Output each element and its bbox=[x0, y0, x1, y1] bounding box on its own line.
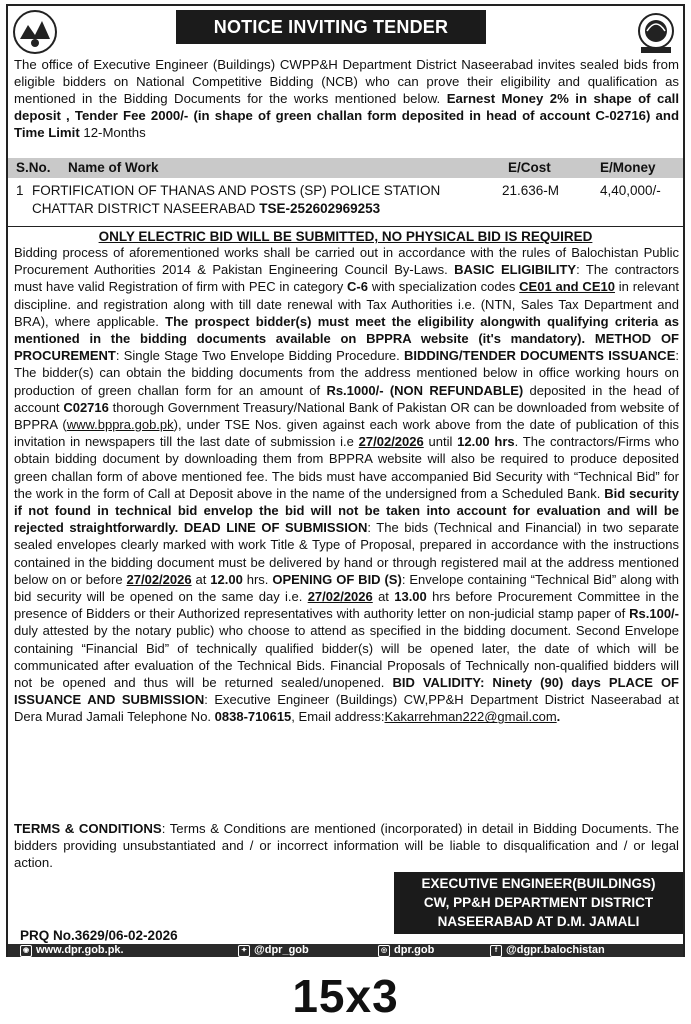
terms-text: : Terms & Conditions are mentioned (incorporated) in detail in Bidding Documents. The bidders providing unsubstantiated and / or incorrect information will be liable to disqualification and / or legal action. bbox=[14, 821, 680, 870]
body-text: : Executive Engineer (Buildings) CW,PP&H Department District Naseerabad at Dera Murad Jamali Telephone No. bbox=[14, 692, 679, 725]
intro-text: The office of Executive Engineer (Buildings) CWPP&H Department District Naseerabad invites sealed bids from eligible bidders on National Competitive Bidding (NCB) who can prove their eligibility and qualification as mentioned in the Bidding Documents for the works mentioned below. bbox=[14, 57, 679, 106]
body-text: at bbox=[372, 589, 389, 605]
table-row bbox=[8, 182, 683, 222]
footer-website-text: www.dpr.gob.pk. bbox=[36, 944, 124, 956]
tse-number: TSE-252602969253 bbox=[259, 201, 381, 216]
body-text: in relevant discipline. and registration along with till date renewal with Tax Authorities i.e. (NTN, Sales Tax Department and BRA), where applicable. bbox=[14, 279, 679, 329]
body-text: , Email address: bbox=[291, 709, 385, 725]
row-work-name bbox=[32, 182, 482, 218]
body-text: hrs before Procurement Committee in the presence of Bidders or their Authorized representatives with authority letter on non-judicial stamp paper of bbox=[14, 589, 679, 622]
telephone-number: 0838-710615 bbox=[214, 709, 292, 725]
opening-label: OPENING OF BID (S) bbox=[272, 571, 402, 587]
body-text: thorough Government Treasury/National Bank of Pakistan OR can be downloaded from website of BPPRA ( bbox=[14, 399, 679, 433]
document-fee: Rs.1000/- (NON REFUNDABLE) bbox=[326, 382, 524, 398]
deadline-label: DEAD LINE OF SUBMISSION bbox=[183, 520, 368, 536]
opening-time: 13.00 bbox=[394, 589, 427, 605]
bid-security-text: Bid security if not found in technical bid envelop the bid will not be taken into account for evaluation and will be rejected straightforwardly. bbox=[14, 485, 679, 536]
notice-header bbox=[8, 6, 683, 58]
government-emblem-icon bbox=[12, 9, 58, 55]
footer-twitter-text: @dpr_gob bbox=[254, 944, 309, 956]
submission-date: 27/02/2026 bbox=[358, 434, 424, 450]
body-text: with specialization codes bbox=[368, 279, 516, 295]
method-label: METHOD OF PROCUREMENT bbox=[14, 331, 679, 364]
body-text: : Envelope containing “Technical Bid” along with bid security will be opened on the same day i.e. bbox=[14, 571, 679, 605]
account-code: C02716 bbox=[63, 399, 109, 415]
body-text: duly attested by the notary public) who choose to attend as specified in the bidding document. Second Envelope containing “Financial Bid” of technically qualified bidder(s) will be opened later, the date of which will be communicated after evaluation of the Technical Bids. Financial Proposals of Technically non-qualified bidders will not be opened and thus will be returned sealed/unopened. bbox=[14, 623, 679, 691]
prospect-bidder-text: The prospect bidder(s) must meet the eligibility alongwith qualifying criteria as mentioned in the bidding documents available on BPPRA website (it's mandatory). bbox=[14, 313, 679, 347]
terms-paragraph bbox=[14, 820, 679, 871]
body-text: ), under TSE Nos. given against each work above from the date of publication of this invitation in newspapers till the last date of submission i.e bbox=[14, 417, 679, 450]
body-text: : The bids (Technical and Financial) in two separate sealed envelopes clearly marked with work Title & Type of Proposal, prepared in accordance with the instructions contained in the bidding document must be delivered by hand or through registered mail at the address mentioned below on or before bbox=[14, 520, 679, 587]
footer-facebook-text: @dgpr.balochistan bbox=[506, 944, 605, 956]
deadline-time: 12.00 bbox=[210, 571, 243, 587]
basic-eligibility-label: BASIC ELIGIBILITY bbox=[454, 262, 577, 278]
col-money: E/Money bbox=[600, 160, 656, 175]
electronic-bid-notice: ONLY ELECTRIC BID WILL BE SUBMITTED, NO PHYSICAL BID IS REQUIRED bbox=[98, 229, 593, 244]
footer-twitter[interactable] bbox=[238, 944, 309, 957]
bid-validity-text: BID VALIDITY: Ninety (90) days PLACE OF ISSUANCE AND SUBMISSION bbox=[14, 675, 679, 708]
work-name-text: FORTIFICATION OF THANAS AND POSTS (SP) POLICE STATION CHATTAR DISTRICT NASEERABAD bbox=[32, 183, 441, 216]
notice-title: NOTICE INVITING TENDER bbox=[176, 10, 486, 44]
category-code: C-6 bbox=[347, 279, 368, 295]
terms-label: TERMS & CONDITIONS bbox=[14, 821, 162, 836]
twitter-icon: ✦ bbox=[238, 945, 250, 957]
signature-line: EXECUTIVE ENGINEER(BUILDINGS) bbox=[421, 876, 656, 891]
email-link[interactable]: Kakarrehman222@gmail.com bbox=[384, 709, 557, 725]
body-text: until bbox=[423, 434, 453, 450]
intro-paragraph bbox=[14, 56, 679, 141]
signature-block bbox=[394, 872, 683, 934]
specialization-codes: CE01 and CE10 bbox=[519, 279, 615, 295]
body-text: at bbox=[191, 571, 207, 587]
footer-instagram-text: dpr.gob bbox=[394, 944, 435, 956]
ad-size-label: 15x3 bbox=[292, 970, 399, 1022]
department-emblem-icon bbox=[633, 9, 679, 55]
footer-bar bbox=[8, 944, 683, 957]
bppra-link[interactable]: www.bppra.gob.pk bbox=[66, 417, 174, 433]
row-cost: 21.636-M bbox=[502, 183, 560, 198]
col-sno: S.No. bbox=[16, 160, 51, 175]
instagram-icon: ◎ bbox=[378, 945, 390, 957]
submission-time: 12.00 hrs bbox=[457, 434, 515, 450]
globe-icon: ◉ bbox=[20, 945, 32, 957]
deadline-date: 27/02/2026 bbox=[126, 571, 192, 587]
divider bbox=[8, 226, 683, 227]
signature-line: NASEERABAD AT D.M. JAMALI bbox=[437, 914, 640, 929]
tender-body: Bidding process of aforementioned works shall be carried out in accordance with the rules of Balochistan Public Procurement Authorities 2014 & Pakistan Engineering Council By-Laws. BASIC ELIGIBILITY: The contractors must have valid Registration of firm with PEC in category C-6 with specialization codes CE01 and CE10 in relevant discipline. and registration along with till date renewal with Tax Authorities i.e. (NTN, Sales Tax Department and BRA), where applicable. The prospect bidder(s) must meet the eligibility alongwith qualifying criteria as mentioned in the bidding documents available on BPPRA website (it's mandatory). METHOD OF PROCUREMENT: Single Stage Two Envelope Bidding Procedure. BIDDING/TENDER DOCUMENTS ISSUANCE: The bidder(s) can obtain the bidding documents from the address mentioned below in office working hours on production of green challan form for an amount of Rs.1000/- (NON REFUNDABLE) deposited in the head of account C02716 thorough Government Treasury/National Bank of Pakistan OR can be downloaded from website of BPPRA (www.bppra.gob.pk), under TSE Nos. given against each work above from the date of publication of this invitation in newspapers till the last date of submission i.e 27/02/2026 until 12.00 hrs. The contractors/Firms who obtain bidding document by downloading them from BPPRA website will also be required to produce deposited green challan form of above mentioned fee. The bids must have accompanied Bid Security with “Technical Bid” for the work in the form of Call at Deposit above in the name of the undersigned from a Scheduled Bank. Bid security if not found in technical bid envelop the bid will not be taken into account for evaluation and will be rejected straightforwardly. DEAD LINE OF SUBMISSION: The bids (Technical and Financial) in two separate sealed envelopes clearly marked with work Title & Type of Proposal, prepared in accordance with the instructions contained in the bidding document must be delivered by hand or through registered mail at the address mentioned below on or before 27/02/2026 at 12.00 hrs. OPENING OF BID (S): Envelope containing “Technical Bid” along with bid security will be opened on the same day i.e. 27/02/2026 at 13.00 hrs before Procurement Committee in the presence of Bidders or their Authorized representatives with authority letter on non-judicial stamp paper of Rs.100/- duly attested by the notary public) who choose to attend as specified in the bidding document. Second Envelope containing “Financial Bid” of technically qualified bidder(s) will be opened later, the date of which will be communicated after evaluation of the Technical Bids. Financial Proposals of Technically non-qualified bidders will not be opened and thus will be returned sealed/unopened. BID VALIDITY: Ninety (90) days PLACE OF ISSUANCE AND SUBMISSION: Executive Engineer (Buildings) CW,PP&H Department District Naseerabad at Dera Murad Jamali Telephone No. 0838-710615, Email address:Kakarrehman222@gmail.com. bbox=[14, 245, 680, 725]
col-cost: E/Cost bbox=[508, 160, 551, 175]
body-text: . The contractors/Firms who obtain bidding document by downloading them from BPPRA website will also be required to produce deposited green challan form of above mentioned fee. The bids must have accompanied Bid Security with “Technical Bid” for the work in the form of Call at Deposit above in the name of the undersigned from a Scheduled Bank. bbox=[14, 434, 679, 501]
row-sno: 1 bbox=[16, 183, 24, 198]
footer-instagram[interactable] bbox=[378, 944, 434, 957]
footer-facebook[interactable] bbox=[490, 944, 605, 957]
stamp-paper-value: Rs.100/- bbox=[629, 606, 679, 622]
time-limit-value: 12-Months bbox=[79, 125, 146, 140]
body-text: : The bidder(s) can obtain the bidding documents from the address mentioned below in office working hours on production of green challan form for an amount of bbox=[14, 348, 679, 398]
issuance-label: BIDDING/TENDER DOCUMENTS ISSUANCE bbox=[404, 348, 676, 364]
row-money: 4,40,000/- bbox=[600, 183, 661, 198]
signature-line: CW, PP&H DEPARTMENT DISTRICT bbox=[423, 895, 654, 910]
prq-number: PRQ No.3629/06-02-2026 bbox=[20, 928, 178, 943]
facebook-icon: f bbox=[490, 945, 502, 957]
body-text: hrs. bbox=[242, 571, 269, 587]
body-text: Bidding process of aforementioned works shall be carried out in accordance with the rules of Balochistan Public Procurement Authorities 2014 & Pakistan Engineering Council By-Laws. bbox=[14, 245, 679, 278]
works-table-header bbox=[8, 158, 683, 178]
col-name: Name of Work bbox=[68, 160, 159, 175]
tender-notice bbox=[6, 4, 685, 957]
body-text: deposited in the head of account bbox=[14, 382, 679, 415]
body-text: : The contractors must have valid Registration of firm with PEC in category bbox=[14, 262, 680, 295]
opening-date: 27/02/2026 bbox=[307, 589, 373, 605]
body-text: : Single Stage Two Envelope Bidding Procedure. bbox=[115, 348, 400, 364]
footer-website[interactable] bbox=[20, 944, 124, 957]
earnest-money-text: Earnest Money 2% in shape of call deposit , Tender Fee 2000/- (in shape of green challan form deposited in head of account C-02716) and Time Limit bbox=[14, 91, 679, 140]
